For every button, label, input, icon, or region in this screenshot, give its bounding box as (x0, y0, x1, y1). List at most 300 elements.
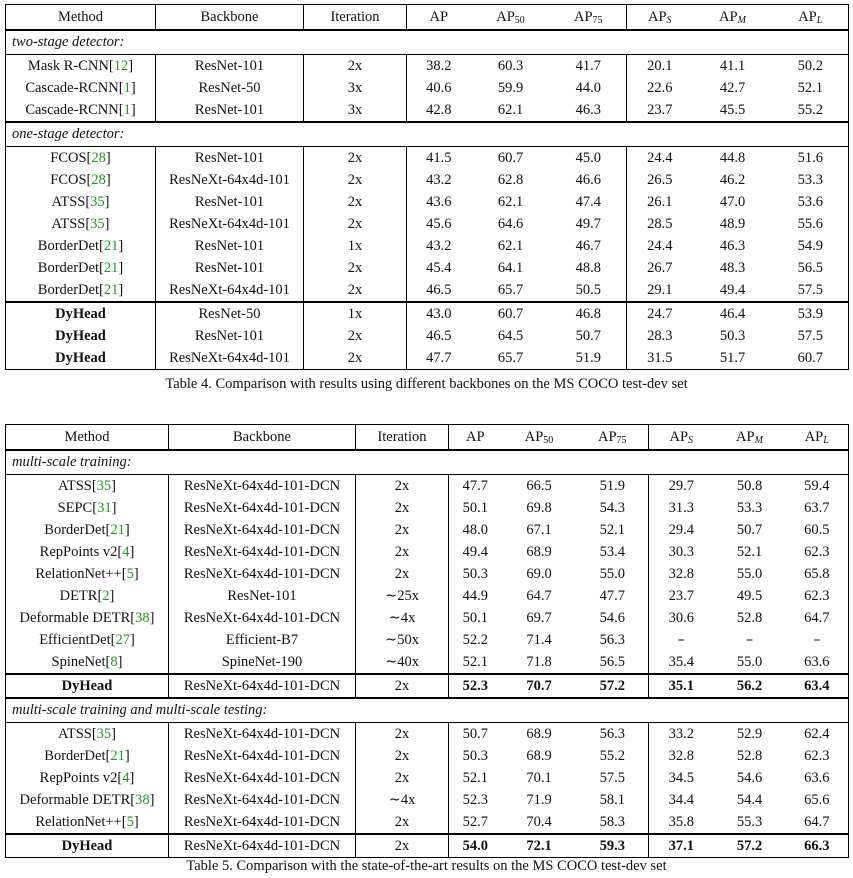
citation-link[interactable]: 21 (103, 238, 119, 254)
backbone-cell: ResNet-50 (156, 302, 304, 325)
method-cell: RelationNet++[5] (6, 811, 169, 834)
table-4-header (6, 5, 849, 31)
citation-link[interactable]: 8 (110, 654, 118, 670)
header-method: Method (6, 5, 156, 31)
backbone-cell: ResNeXt-64x4d-101 (156, 169, 304, 191)
citation-link[interactable]: 5 (126, 814, 134, 830)
ap50-value: 64.6 (497, 216, 524, 232)
backbone-cell: ResNeXt-64x4d-101-DCN (169, 745, 356, 767)
aps-value: 28.3 (627, 325, 693, 347)
aps-value: 20.1 (627, 55, 693, 78)
citation-link[interactable]: 21 (103, 260, 119, 276)
citation-link[interactable]: 35 (96, 726, 112, 742)
apl-value: 66.3 (786, 834, 849, 858)
apm-value: 46.4 (693, 302, 773, 325)
ap75-value: 54.3 (599, 500, 625, 516)
ap-value: 43.2 (407, 235, 471, 257)
citation-link[interactable]: 35 (96, 478, 112, 494)
method-name: ATSS (57, 478, 92, 494)
apm-value: 50.7 (736, 522, 763, 538)
method-cell (6, 302, 156, 325)
iteration-cell: 2x (356, 563, 449, 585)
method-cell: Deformable DETR[38] (6, 789, 169, 811)
backbone-cell: ResNeXt-64x4d-101-DCN (169, 811, 356, 834)
citation-link[interactable]: 38 (135, 792, 150, 808)
citation-link[interactable]: 35 (90, 194, 105, 210)
citation-link[interactable]: 5 (126, 566, 134, 582)
aps-value: 32.8 (649, 745, 714, 767)
method-cell: BorderDet[21] (6, 257, 156, 279)
apl-value: 54.9 (773, 235, 849, 257)
ap75-value: 46.8 (551, 302, 627, 325)
method-name: ATSS (57, 726, 92, 742)
ap-value: 44.9 (449, 585, 502, 607)
method-name: RelationNet++ (35, 814, 122, 830)
table-4-caption: Table 4. Comparison with results using different backbones on the MS COCO test-dev set (165, 376, 688, 392)
apm-value: 49.4 (719, 282, 746, 298)
apl-value: 53.9 (773, 302, 849, 325)
method-name: DyHead (61, 838, 113, 854)
method-cell: BorderDet[21] (6, 519, 169, 541)
apl-value: 64.7 (786, 607, 849, 629)
apm-value: 55.3 (736, 814, 763, 830)
iteration-cell: 2x (356, 745, 449, 767)
apm-value: 53.3 (736, 500, 763, 516)
method-name: RepPoints v2 (39, 770, 118, 786)
apl-value: 57.5 (773, 325, 849, 347)
ap50-value: 64.5 (497, 328, 524, 344)
table-row (6, 191, 849, 213)
header-ap: AP (407, 5, 471, 31)
iteration-cell: 1x (304, 235, 407, 257)
ap50-value: 71.9 (526, 792, 552, 808)
ap-value: 50.7 (449, 723, 502, 746)
method-cell: FCOS[28] (6, 169, 156, 191)
backbone-cell: Efficient-B7 (169, 629, 356, 651)
ap75-value: 49.7 (575, 216, 601, 232)
method-name: BorderDet (37, 282, 99, 298)
citation-link[interactable]: 38 (135, 610, 150, 626)
table-row (6, 55, 849, 78)
ap-value: 52.7 (449, 811, 502, 834)
method-name: DyHead (55, 328, 106, 344)
backbone-cell: SpineNet-190 (169, 651, 356, 674)
ap-value: 49.4 (449, 541, 502, 563)
header-backbone: Backbone (169, 425, 356, 451)
backbone-cell: ResNeXt-64x4d-101-DCN (169, 834, 356, 858)
backbone-cell: ResNeXt-64x4d-101 (156, 347, 304, 370)
apl-value: 63.6 (786, 767, 849, 789)
ap-value: 42.8 (407, 99, 471, 122)
aps-value: 30.6 (649, 607, 714, 629)
ap50-value: 65.7 (471, 347, 551, 370)
apm-value: 54.4 (736, 792, 763, 808)
ap-value: 50.3 (449, 563, 502, 585)
citation-link[interactable]: 21 (110, 748, 125, 764)
backbone-cell: ResNeXt-64x4d-101-DCN (169, 541, 356, 563)
ap50-value: 59.9 (497, 80, 524, 96)
method-name: Mask R-CNN (27, 58, 109, 74)
citation-link[interactable]: 2 (102, 588, 110, 604)
citation-link[interactable]: 31 (97, 500, 112, 516)
iteration-cell: 2x (356, 674, 449, 698)
backbone-cell: ResNet-101 (156, 257, 304, 279)
method-cell: RepPoints v2[4] (6, 767, 169, 789)
aps-value: 31.5 (627, 347, 693, 370)
table-5 (5, 424, 849, 858)
aps-value: 35.8 (649, 811, 714, 834)
iteration-cell: 2x (304, 191, 407, 213)
header-aps: $AP_S$ (649, 425, 714, 451)
apl-value: 53.6 (773, 191, 849, 213)
ap75-value: 58.1 (599, 792, 625, 808)
ap50-value: 70.4 (526, 814, 552, 830)
apl-value: 51.6 (773, 147, 849, 170)
method-name: DyHead (55, 306, 106, 322)
apl-value: 50.2 (773, 55, 849, 78)
citation-link[interactable]: 35 (90, 216, 105, 232)
method-name: BorderDet (44, 748, 106, 764)
apl-value: 64.7 (786, 811, 849, 834)
ap50-value: 71.4 (526, 632, 552, 648)
iteration-cell: ∼4x (356, 607, 449, 629)
apm-value: 50.8 (714, 475, 786, 498)
ap75-value: 53.4 (599, 544, 625, 560)
ap75-value: 48.8 (575, 260, 601, 276)
method-name: EfficientDet (39, 632, 111, 648)
ap50-value: 68.9 (526, 544, 552, 560)
ap-value: 46.5 (407, 325, 471, 347)
method-name: RepPoints v2 (39, 544, 118, 560)
iteration-cell: 2x (356, 767, 449, 789)
backbone-cell: ResNeXt-64x4d-101-DCN (169, 674, 356, 698)
backbone-cell: ResNet-101 (156, 147, 304, 170)
header-apm: $AP_M$ (714, 425, 786, 451)
method-cell: Mask R-CNN[12] (6, 55, 156, 78)
header-ap50: $AP_{50}$ (502, 425, 577, 451)
table-row (6, 169, 849, 191)
method-name: ATSS (51, 216, 86, 232)
iteration-cell: 2x (304, 347, 407, 370)
table-row (6, 302, 849, 325)
method-cell: EfficientDet[27] (6, 629, 169, 651)
ap75-value: 59.3 (577, 834, 649, 858)
method-cell: ATSS[35] (6, 213, 156, 235)
ap-value: 47.7 (407, 347, 471, 370)
method-name: ATSS (51, 194, 86, 210)
backbone-cell: ResNeXt-64x4d-101-DCN (169, 767, 356, 789)
iteration-cell: ∼4x (356, 789, 449, 811)
aps-value: 26.5 (627, 169, 693, 191)
method-cell: ATSS[35] (6, 191, 156, 213)
iteration-cell: 2x (356, 475, 449, 498)
table-row (6, 213, 849, 235)
header-apm: $AP_M$ (693, 5, 773, 31)
aps-value: 23.7 (649, 585, 714, 607)
ap-value: 38.2 (407, 55, 471, 78)
apm-value: 52.8 (736, 748, 763, 764)
aps-value: 34.4 (649, 789, 714, 811)
aps-value: 22.6 (627, 77, 693, 99)
method-name: Cascade-RCNN (25, 102, 119, 118)
apm-value: 50.3 (719, 328, 746, 344)
section-title: multi-scale training and multi-scale testing: (6, 698, 849, 723)
ap50-value: 64.1 (497, 260, 524, 276)
method-cell: BorderDet[21] (6, 745, 169, 767)
section-title: multi-scale training: (6, 450, 849, 475)
backbone-cell: ResNet-101 (156, 55, 304, 78)
header-iteration: Iteration (304, 5, 407, 31)
apm-value: 56.2 (714, 674, 786, 698)
table-row (6, 767, 849, 789)
method-cell: FCOS[28] (6, 147, 156, 170)
method-cell: BorderDet[21] (6, 279, 156, 302)
header-iteration: Iteration (356, 425, 449, 451)
apl-value: 59.4 (786, 475, 849, 498)
header-ap75: $AP_{75}$ (577, 425, 649, 451)
iteration-cell: 2x (304, 279, 407, 302)
ap50-value: 67.1 (526, 522, 552, 538)
iteration-cell: 2x (304, 147, 407, 170)
table-row (6, 585, 849, 607)
ap50-value: 60.7 (471, 302, 551, 325)
backbone-cell: ResNeXt-64x4d-101 (156, 213, 304, 235)
ap50-value: 70.7 (502, 674, 577, 698)
header-ap75: $AP_{75}$ (551, 5, 627, 31)
ap-value: 47.7 (449, 475, 502, 498)
ap50-value: 62.1 (497, 194, 524, 210)
iteration-cell: 3x (304, 77, 407, 99)
ap50-value: 64.7 (526, 588, 552, 604)
method-name: SEPC (57, 500, 93, 516)
ap-value: 52.2 (449, 629, 502, 651)
backbone-cell: ResNeXt-64x4d-101-DCN (169, 789, 356, 811)
method-name: BorderDet (37, 260, 99, 276)
citation-link[interactable]: 27 (115, 632, 130, 648)
table-row (6, 651, 849, 674)
citation-link[interactable]: 21 (103, 282, 119, 298)
ap-value: 54.0 (449, 834, 502, 858)
apl-value: 63.6 (786, 651, 849, 674)
citation-link[interactable]: 28 (91, 172, 106, 188)
method-name: SpineNet (51, 654, 106, 670)
table-row (6, 77, 849, 99)
method-name: BorderDet (37, 238, 99, 254)
aps-value: 23.7 (627, 99, 693, 122)
apl-value: 62.3 (786, 541, 849, 563)
table-row (6, 147, 849, 170)
iteration-cell: 2x (304, 257, 407, 279)
aps-value: 37.1 (649, 834, 714, 858)
ap75-value: 41.7 (551, 55, 627, 78)
aps-value: 35.4 (649, 651, 714, 674)
method-cell: RelationNet++[5] (6, 563, 169, 585)
apm-value: 51.7 (693, 347, 773, 370)
aps-value: 24.4 (627, 235, 693, 257)
apm-value: 46.3 (719, 238, 746, 254)
ap-value: 50.3 (449, 745, 502, 767)
apl-value: 52.1 (773, 77, 849, 99)
ap-value: 48.0 (449, 519, 502, 541)
iteration-cell: 2x (356, 723, 449, 746)
iteration-cell: 2x (356, 834, 449, 858)
ap-value: 43.0 (407, 302, 471, 325)
table-row (6, 99, 849, 122)
apl-value: 63.4 (786, 674, 849, 698)
header-apl: $AP_L$ (773, 5, 849, 31)
apm-value: 55.0 (736, 654, 763, 670)
backbone-cell: ResNet-101 (156, 99, 304, 122)
apm-value: 55.0 (736, 566, 763, 582)
iteration-cell: 2x (304, 325, 407, 347)
ap75-value: 50.5 (575, 282, 601, 298)
ap-value: 40.6 (407, 77, 471, 99)
ap50-value: 62.1 (497, 238, 524, 254)
method-name: DyHead (61, 678, 113, 694)
citation-link[interactable]: 1 (123, 102, 131, 118)
apl-value: 62.3 (786, 745, 849, 767)
ap50-value: 68.9 (502, 723, 577, 746)
backbone-cell: ResNeXt-64x4d-101-DCN (169, 519, 356, 541)
iteration-cell: ∼50x (356, 629, 449, 651)
table-row (6, 745, 849, 767)
method-cell (6, 347, 156, 370)
backbone-cell: ResNet-101 (169, 585, 356, 607)
ap50-value: 68.9 (526, 748, 552, 764)
table-5-header (6, 425, 849, 451)
ap-value: 50.1 (449, 607, 502, 629)
ap-value: 43.6 (407, 191, 471, 213)
ap75-value: 46.7 (575, 238, 601, 254)
apl-value: 56.5 (773, 257, 849, 279)
ap50-value: 60.3 (471, 55, 551, 78)
table-row (6, 541, 849, 563)
aps-value: 29.1 (627, 279, 693, 302)
method-cell: Deformable DETR[38] (6, 607, 169, 629)
iteration-cell: ∼25x (356, 585, 449, 607)
table-row (6, 475, 849, 498)
ap-value: 45.4 (407, 257, 471, 279)
iteration-cell: 2x (356, 541, 449, 563)
apm-value: 47.0 (719, 194, 746, 210)
ap75-value: 51.9 (577, 475, 649, 498)
apl-value: 55.6 (773, 213, 849, 235)
apl-value: 60.7 (773, 347, 849, 370)
citation-link[interactable]: 1 (123, 80, 131, 96)
citation-link[interactable]: 4 (122, 770, 130, 786)
backbone-cell: ResNeXt-64x4d-101-DCN (169, 607, 356, 629)
aps-value: 32.8 (649, 563, 714, 585)
table-row (6, 811, 849, 834)
ap75-value: 47.7 (599, 588, 625, 604)
header-backbone: Backbone (156, 5, 304, 31)
aps-value: 35.1 (649, 674, 714, 698)
ap50-value: 65.7 (497, 282, 524, 298)
method-cell: DETR[2] (6, 585, 169, 607)
citation-link[interactable]: 21 (110, 522, 125, 538)
method-cell: SpineNet[8] (6, 651, 169, 674)
ap75-value: 56.5 (599, 654, 625, 670)
ap50-value: 71.8 (526, 654, 552, 670)
aps-value: 24.7 (627, 302, 693, 325)
table-row (6, 347, 849, 370)
backbone-cell: ResNeXt-64x4d-101-DCN (169, 497, 356, 519)
ap50-value: 60.7 (471, 147, 551, 170)
citation-link[interactable]: 12 (113, 58, 129, 74)
apl-value: 62.3 (786, 585, 849, 607)
ap75-value: 56.3 (599, 632, 625, 648)
header-aps: $AP_S$ (627, 5, 693, 31)
apm-value: 57.2 (714, 834, 786, 858)
section-header (6, 698, 849, 723)
method-cell: ATSS[35] (6, 723, 169, 746)
method-name: DETR (59, 588, 98, 604)
header-method: Method (6, 425, 169, 451)
method-name: DyHead (55, 350, 106, 366)
iteration-cell: 1x (304, 302, 407, 325)
ap75-value: 46.3 (575, 102, 601, 118)
table-row (6, 235, 849, 257)
section-header (6, 122, 849, 147)
ap75-value: 44.0 (575, 80, 601, 96)
apm-value: 42.7 (719, 80, 746, 96)
apm-value: 54.6 (736, 770, 763, 786)
ap75-value: 54.6 (599, 610, 625, 626)
table-row (6, 789, 849, 811)
iteration-cell: 2x (304, 169, 407, 191)
header-ap: AP (449, 425, 502, 451)
apl-value: 63.7 (786, 497, 849, 519)
apm-value: 48.3 (719, 260, 746, 276)
method-name: Cascade-RCNN (25, 80, 119, 96)
method-cell: RepPoints v2[4] (6, 541, 169, 563)
method-name: FCOS (50, 150, 87, 166)
citation-link[interactable]: 4 (122, 544, 130, 560)
table-row (6, 325, 849, 347)
header-ap50: $AP_{50}$ (471, 5, 551, 31)
ap-value: 45.6 (407, 213, 471, 235)
backbone-cell: ResNeXt-64x4d-101-DCN (169, 723, 356, 746)
apm-value: 46.2 (719, 172, 746, 188)
apm-value: 45.5 (719, 102, 746, 118)
aps-value: – (649, 629, 714, 651)
apl-value: 53.3 (773, 169, 849, 191)
aps-value: 29.4 (649, 519, 714, 541)
backbone-cell: ResNet-101 (156, 235, 304, 257)
table-5-caption: Table 5. Comparison with the state-of-the-art results on the MS COCO test-dev set (186, 858, 667, 874)
ap-value: 46.5 (407, 279, 471, 302)
method-cell (6, 674, 169, 698)
table-row (6, 497, 849, 519)
aps-value: 31.3 (649, 497, 714, 519)
aps-value: 24.4 (627, 147, 693, 170)
table-row (6, 563, 849, 585)
table-row (6, 279, 849, 302)
method-name: BorderDet (44, 522, 106, 538)
iteration-cell: ∼40x (356, 651, 449, 674)
apl-value: 65.6 (786, 789, 849, 811)
apl-value: 55.2 (773, 99, 849, 122)
ap75-value: 55.0 (599, 566, 625, 582)
method-cell: Cascade-RCNN[1] (6, 77, 156, 99)
citation-link[interactable]: 28 (91, 150, 106, 166)
apm-value: 52.9 (714, 723, 786, 746)
ap75-value: 57.5 (599, 770, 625, 786)
section-title: one-stage detector: (6, 122, 849, 147)
aps-value: 26.7 (627, 257, 693, 279)
method-cell (6, 325, 156, 347)
ap75-value: 47.4 (575, 194, 601, 210)
